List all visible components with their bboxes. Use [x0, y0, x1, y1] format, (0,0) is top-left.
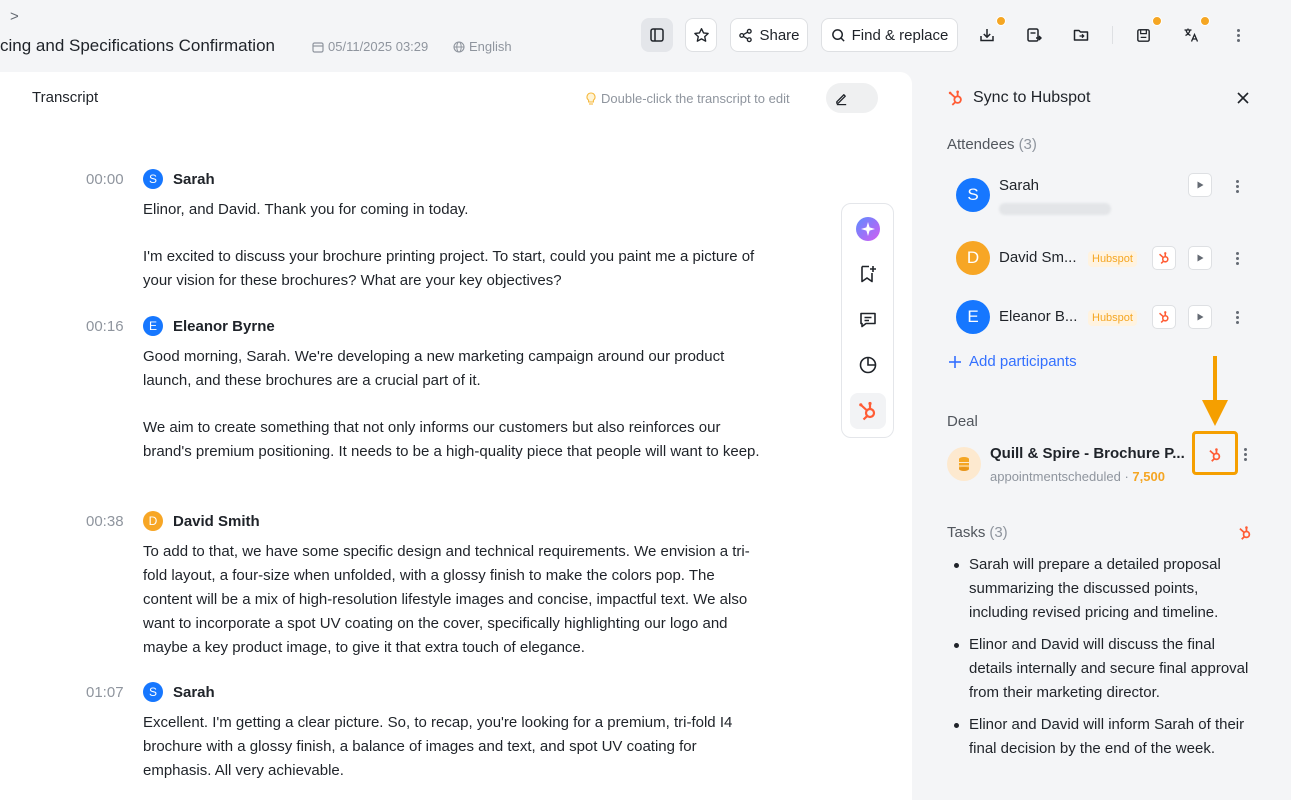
- panel-toggle-button[interactable]: [641, 18, 673, 52]
- speaker-label[interactable]: [143, 682, 215, 702]
- tasks-count: (3): [989, 524, 1008, 541]
- star-icon: [693, 27, 710, 44]
- add-participants-button[interactable]: [948, 353, 1077, 370]
- premium-badge: [1152, 16, 1162, 26]
- hubspot-icon: [1237, 525, 1253, 541]
- play-icon: [1195, 253, 1205, 263]
- favorite-button[interactable]: [685, 18, 717, 52]
- transcript-title: Transcript: [32, 89, 99, 106]
- close-icon: [1236, 91, 1250, 105]
- deal-more-icon[interactable]: [1239, 444, 1251, 464]
- tasks-label: Tasks: [947, 524, 986, 541]
- attendee-avatar: S: [956, 178, 990, 212]
- find-icon: [831, 28, 846, 43]
- attendee-play-button[interactable]: [1188, 173, 1212, 197]
- hubspot-icon: [1157, 251, 1171, 265]
- transcript-paragraph[interactable]: I'm excited to discuss your brochure printing project. To start, could you paint me a picture of your vision for these brochures? What are your key objectives?: [143, 248, 755, 289]
- close-panel-button[interactable]: [1231, 86, 1255, 110]
- task-item[interactable]: Sarah will prepare a detailed proposal summarizing the discussed points, including revised pricing and timeline.: [969, 553, 1259, 625]
- ai-sparkle-icon: [855, 216, 881, 242]
- date-text: 05/11/2025 03:29: [328, 39, 429, 54]
- transcript-panel: [0, 72, 912, 800]
- analytics-button[interactable]: [850, 347, 886, 383]
- share-button[interactable]: [730, 18, 808, 52]
- attendee-more-icon[interactable]: [1231, 307, 1243, 327]
- tasks-heading: [947, 524, 1008, 541]
- edit-hint: [585, 91, 790, 106]
- language-text: English: [469, 39, 512, 54]
- speaker-avatar: E: [143, 316, 163, 336]
- save-icon: [1135, 27, 1152, 44]
- export-doc-icon: [1025, 26, 1043, 44]
- transcript-paragraph[interactable]: Excellent. I'm getting a clear picture. So, to recap, you're looking for a premium, tri-fold I4 brochure with a glossy finish, a balance of images and text, and spot UV coating for emphasis. All very achievable.: [143, 714, 733, 779]
- attendee-email-redacted: [999, 203, 1111, 215]
- attendees-label: Attendees: [947, 136, 1015, 153]
- deal-separator: ·: [1120, 469, 1133, 484]
- coins-icon: [954, 454, 974, 474]
- attendee-name[interactable]: Sarah: [999, 177, 1040, 194]
- play-icon: [1195, 312, 1205, 322]
- premium-badge: [996, 16, 1006, 26]
- edit-hint-text: Double-click the transcript to edit: [601, 91, 790, 106]
- attendees-count: (3): [1018, 136, 1037, 153]
- segment-timestamp[interactable]: 01:07: [86, 684, 124, 701]
- ai-assistant-button[interactable]: [850, 211, 886, 247]
- translate-icon: [1182, 26, 1200, 44]
- toolbar-divider: [1112, 26, 1113, 44]
- deal-stage: appointmentscheduled: [990, 469, 1121, 484]
- export-button[interactable]: [1018, 18, 1050, 52]
- more-vertical-icon: [1232, 25, 1244, 45]
- hubspot-tag: Hubspot: [1088, 310, 1137, 326]
- plus-icon: [948, 355, 962, 369]
- speaker-avatar: S: [143, 169, 163, 189]
- download-button[interactable]: [971, 18, 1003, 52]
- transcript-paragraph[interactable]: Good morning, Sarah. We're developing a new marketing campaign around our product launch, and these brochures are a crucial part of it.: [143, 348, 725, 389]
- segment-timestamp[interactable]: 00:38: [86, 513, 124, 530]
- deal-icon: [947, 447, 981, 481]
- attendee-play-button[interactable]: [1188, 305, 1212, 329]
- transcript-paragraph[interactable]: Elinor, and David. Thank you for coming in today.: [143, 201, 469, 218]
- task-item[interactable]: Elinor and David will inform Sarah of their final decision by the end of the week.: [969, 713, 1259, 761]
- highlight-box: [1192, 431, 1238, 475]
- calendar-icon: [312, 41, 324, 53]
- segment-timestamp[interactable]: 00:00: [86, 171, 124, 188]
- attendee-play-button[interactable]: [1188, 246, 1212, 270]
- attendee-name[interactable]: Eleanor B...: [999, 308, 1078, 325]
- more-menu-button[interactable]: [1224, 18, 1252, 52]
- speaker-name: Sarah: [173, 683, 215, 701]
- comment-icon: [858, 310, 878, 330]
- panel-header: [947, 89, 1090, 107]
- globe-icon: [453, 41, 465, 53]
- attendee-more-icon[interactable]: [1231, 176, 1243, 196]
- lightbulb-icon: [585, 92, 597, 106]
- attendee-more-icon[interactable]: [1231, 248, 1243, 268]
- comments-button[interactable]: [850, 302, 886, 338]
- save-button[interactable]: [1127, 18, 1159, 52]
- hubspot-sync-button[interactable]: [850, 393, 886, 429]
- find-replace-label: Find & replace: [851, 26, 949, 44]
- premium-badge: [1200, 16, 1210, 26]
- attendees-heading: [947, 136, 1037, 153]
- sidebar-toggle-icon: [649, 27, 665, 43]
- speaker-avatar: D: [143, 511, 163, 531]
- attendee-name[interactable]: David Sm...: [999, 249, 1077, 266]
- hubspot-icon: [857, 400, 879, 422]
- pie-chart-icon: [858, 355, 878, 375]
- hubspot-icon: [1157, 310, 1171, 324]
- speaker-label[interactable]: [143, 316, 275, 336]
- deal-amount: 7,500: [1132, 469, 1165, 484]
- attendee-avatar: D: [956, 241, 990, 275]
- panel-title: Sync to Hubspot: [973, 89, 1091, 106]
- attendee-hubspot-button[interactable]: [1152, 305, 1176, 329]
- speaker-name: Eleanor Byrne: [173, 317, 275, 335]
- add-participants-label: Add participants: [969, 353, 1077, 370]
- deal-details: [990, 469, 1165, 484]
- play-icon: [1195, 180, 1205, 190]
- segment-timestamp[interactable]: 00:16: [86, 318, 124, 335]
- download-icon: [978, 26, 996, 44]
- chevron-right-icon[interactable]: >: [10, 8, 19, 25]
- page-title: cing and Specifications Confirmation: [0, 36, 275, 55]
- deal-name[interactable]: Quill & Spire - Brochure P...: [990, 445, 1185, 462]
- language-selector[interactable]: [453, 39, 512, 54]
- find-replace-button[interactable]: [821, 18, 958, 52]
- speaker-avatar: S: [143, 682, 163, 702]
- transcript-paragraph[interactable]: To add to that, we have some specific design and technical requirements. We envision a tri-fold layout, a four-size when unfolded, with a glossy finish to make the colors pop. The content will be a mix of high-resolution lifestyle images and concise, impactful text. We also want to incorporate a spot UV coating on the cover, specifically highlighting our logo and maybe a key product image, to give it that extra touch of elegance.: [143, 543, 750, 656]
- share-label: Share: [759, 26, 800, 44]
- speaker-label[interactable]: [143, 511, 260, 531]
- hubspot-sync-panel: [913, 72, 1291, 800]
- share-icon: [738, 28, 753, 43]
- top-header: [0, 0, 1291, 72]
- attendee-hubspot-button[interactable]: [1152, 246, 1176, 270]
- speaker-label[interactable]: [143, 169, 215, 189]
- pencil-icon: [834, 91, 849, 106]
- transcript-paragraph[interactable]: We aim to create something that not only informs our customers but also reinforces our brand's premium positioning. It needs to be a high-quality piece that people will want to keep.: [143, 419, 760, 460]
- folder-icon: [1072, 26, 1090, 44]
- arrow-down-icon: [1200, 356, 1230, 430]
- deal-heading: Deal: [947, 413, 978, 430]
- bookmark-button[interactable]: [850, 256, 886, 292]
- tasks-hubspot-button[interactable]: [1233, 521, 1257, 545]
- floating-toolbar: [841, 203, 894, 438]
- move-folder-button[interactable]: [1065, 18, 1097, 52]
- task-item[interactable]: Elinor and David will discuss the final details internally and secure final approval from their marketing director.: [969, 633, 1259, 705]
- translate-button[interactable]: [1175, 18, 1207, 52]
- edit-mode-toggle[interactable]: [826, 83, 878, 113]
- speaker-name: David Smith: [173, 512, 260, 530]
- attendee-avatar: E: [956, 300, 990, 334]
- hubspot-icon: [947, 89, 965, 107]
- bookmark-add-icon: [858, 264, 878, 284]
- speaker-name: Sarah: [173, 170, 215, 188]
- meeting-date: [312, 39, 428, 54]
- hubspot-tag: Hubspot: [1088, 251, 1137, 267]
